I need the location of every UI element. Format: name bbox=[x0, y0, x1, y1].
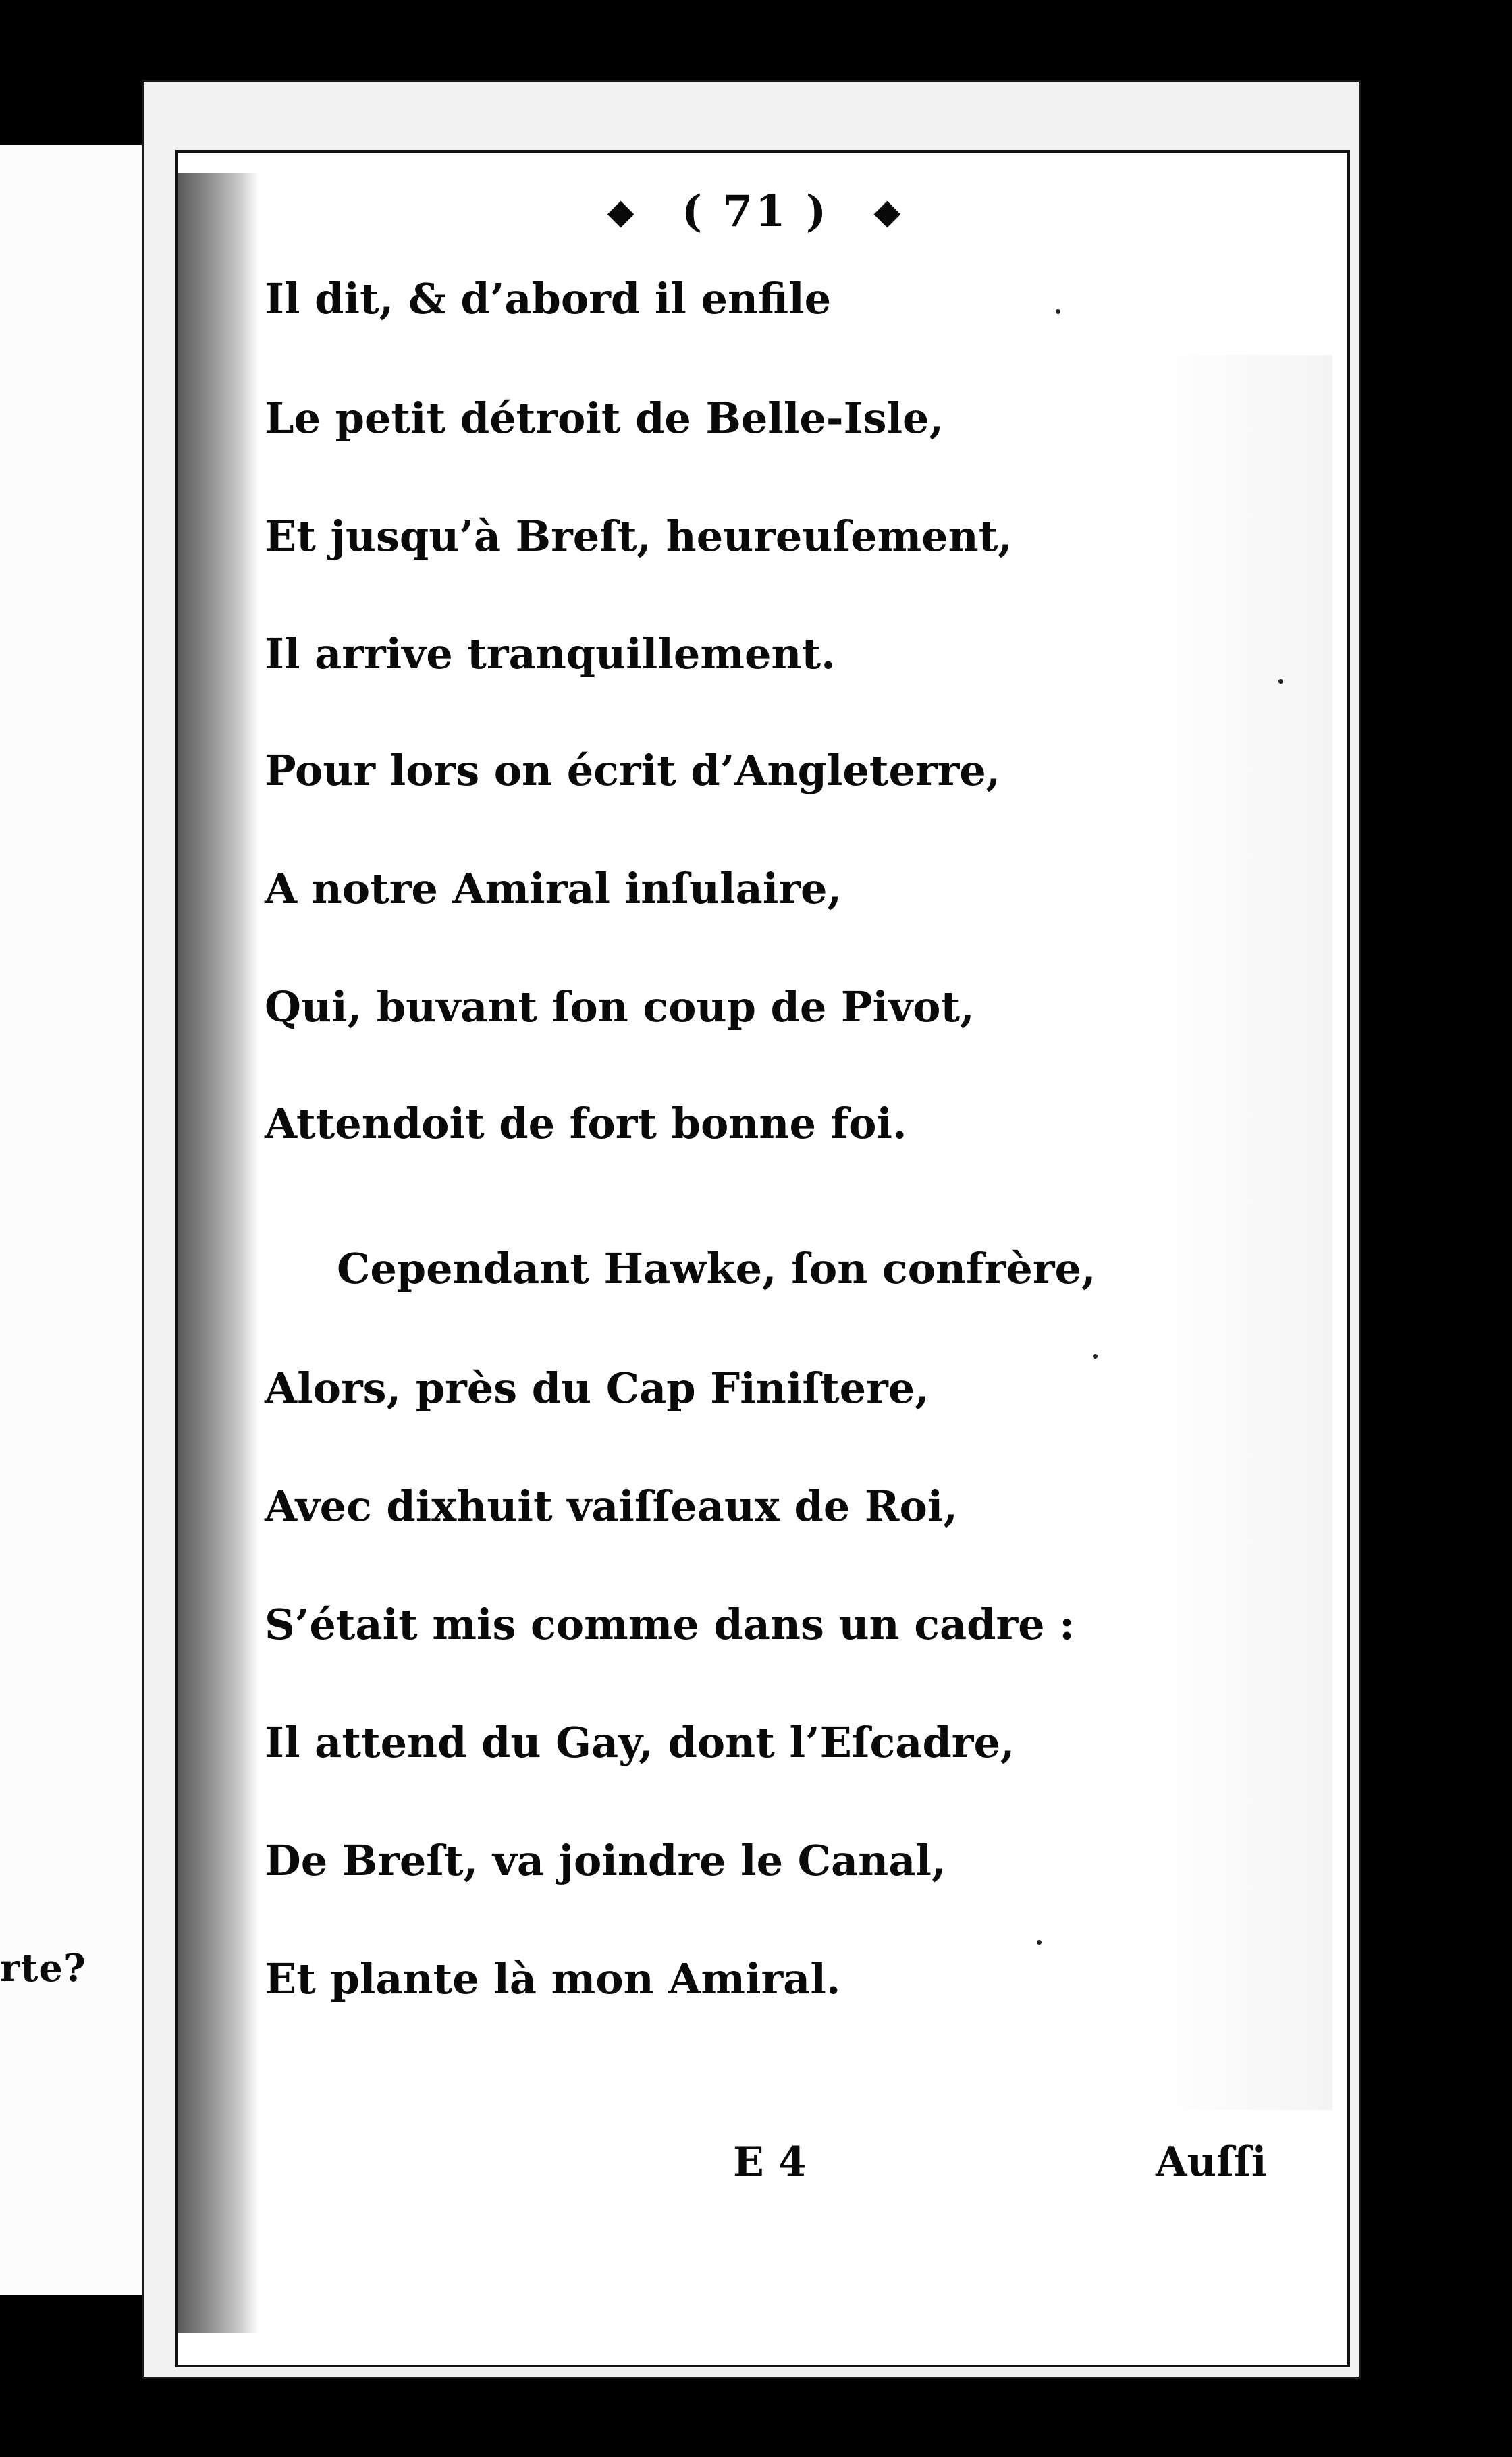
verse-line: Il dit, & d’abord il enfile bbox=[265, 274, 832, 323]
previous-page-text-fragment: rte? bbox=[0, 1946, 86, 1991]
left-ornament-icon: ◆ bbox=[607, 191, 637, 232]
verse-line: Cependant Hawke, ſon confrère, bbox=[337, 1244, 1096, 1293]
print-speck bbox=[1093, 1354, 1098, 1359]
print-speck bbox=[1056, 309, 1060, 314]
verse-line: Il arrive tranquillement. bbox=[265, 629, 836, 678]
page-number: ( 71 ) bbox=[681, 186, 830, 237]
signature-mark: E 4 bbox=[733, 2138, 807, 2186]
gutter-shadow bbox=[178, 173, 259, 2333]
verse-line: Avec dixhuit vaiſſeaux de Roi, bbox=[265, 1482, 958, 1531]
book-page bbox=[176, 150, 1350, 2367]
verse-line: Il attend du Gay, dont l’Eſcadre, bbox=[265, 1718, 1015, 1767]
verse-line: Alors, près du Cap Finiſtere, bbox=[265, 1364, 929, 1413]
verse-line: S’était mis comme dans un cadre : bbox=[265, 1600, 1075, 1649]
verse-line: Le petit détroit de Belle-Isle, bbox=[265, 394, 944, 443]
verse-line: Pour lors on écrit d’Angleterre, bbox=[265, 746, 1001, 795]
catchword: Auſſi bbox=[1156, 2138, 1267, 2186]
verse-line: De Breſt, va joindre le Canal, bbox=[265, 1836, 946, 1885]
verse-line: Attendoit de fort bonne foi. bbox=[265, 1099, 907, 1148]
verse-line: Et plante là mon Amiral. bbox=[265, 1954, 841, 2003]
right-ornament-icon: ◆ bbox=[873, 191, 904, 232]
verse-line: A notre Amiral inſulaire, bbox=[265, 864, 842, 913]
verse-line: Qui, buvant ſon coup de Pivot, bbox=[265, 982, 975, 1031]
verse-line: Et jusqu’à Breſt, heureuſement, bbox=[265, 512, 1013, 561]
page-header bbox=[566, 183, 944, 237]
show-through-bleed bbox=[1157, 355, 1332, 2110]
print-speck bbox=[1278, 679, 1283, 684]
print-speck bbox=[1037, 1940, 1042, 1945]
